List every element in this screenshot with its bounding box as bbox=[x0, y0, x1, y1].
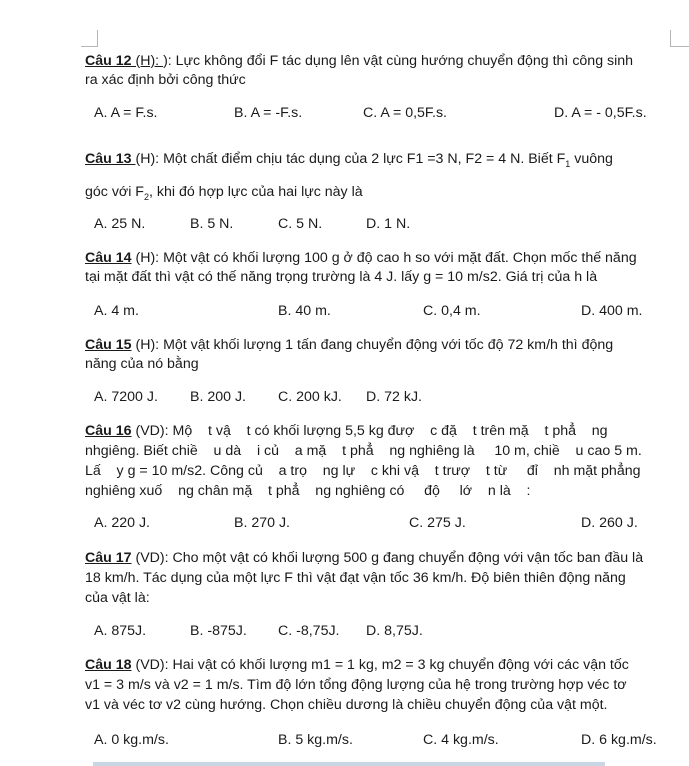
question-tag: (VD): bbox=[131, 423, 173, 439]
question-13-options bbox=[0, 213, 689, 235]
option-b: B. A = -F.s. bbox=[234, 105, 303, 121]
footer-divider bbox=[93, 762, 605, 766]
question-12-options bbox=[0, 102, 689, 124]
option-c: C. 5 N. bbox=[278, 216, 323, 232]
option-c: C. A = 0,5F.s. bbox=[363, 105, 447, 121]
question-16-line-2: nhgiêng. Biết chiề u dà i củ a mặ t phẳ ng nghiêng là 10 m, chiề u cao 5 m. bbox=[85, 443, 642, 459]
question-16-line-3: Lấ y g = 10 m/s2. Công củ a trọ ng lự c khi vậ t trượ t từ đỉ nh mặt phẳng bbox=[85, 463, 641, 479]
option-a: A. 0 kg.m/s. bbox=[94, 732, 169, 748]
question-tag: (H): bbox=[131, 53, 164, 69]
option-b: B. 270 J. bbox=[234, 515, 290, 531]
question-15-line-2: năng của nó bằng bbox=[85, 356, 199, 372]
question-17-line-1: Câu 17 (VD): Cho một vật có khối lượng 500 g đang chuyển động với vận tốc ban đầu là bbox=[85, 550, 644, 566]
option-d: D. 8,75J. bbox=[366, 623, 423, 639]
question-18-options bbox=[0, 729, 689, 751]
question-18-line-3: v1 và véc tơ v2 cùng hướng. Chọn chiều dương là chiều chuyển động của vật một. bbox=[85, 697, 608, 713]
option-c: C. 4 kg.m/s. bbox=[423, 732, 499, 748]
question-tag: (VD): bbox=[131, 657, 173, 673]
option-a: A. 7200 J. bbox=[94, 389, 158, 405]
option-a: A. 4 m. bbox=[94, 303, 139, 319]
option-a: A. A = F.s. bbox=[94, 105, 158, 121]
corner-mark-right-h bbox=[670, 46, 689, 47]
question-15-options bbox=[0, 386, 689, 408]
question-tag: (H): bbox=[131, 250, 164, 266]
option-d: D. 72 kJ. bbox=[366, 389, 422, 405]
option-d: D. 260 J. bbox=[581, 515, 638, 531]
question-13-line-1: Câu 13 (H): Một chất điểm chịu tác dụng của 2 lực F1 =3 N, F2 = 4 N. Biết $F_1$ vuông bbox=[85, 151, 613, 169]
option-d: D. 400 m. bbox=[581, 303, 643, 319]
option-c: C. 275 J. bbox=[409, 515, 466, 531]
option-b: B. 5 kg.m/s. bbox=[278, 732, 353, 748]
option-c: C. -8,75J. bbox=[278, 623, 340, 639]
corner-mark-left-v bbox=[97, 30, 98, 46]
option-b: B. 200 J. bbox=[190, 389, 246, 405]
question-tag: (H): bbox=[131, 337, 164, 353]
question-17-line-3: của vật là: bbox=[85, 590, 150, 606]
question-16-line-1: Câu 16 (VD): Mộ t vậ t có khối lượng 5,5 kg đượ c đặ t trên mặ t phẳ ng bbox=[85, 423, 608, 439]
question-17-options bbox=[0, 620, 689, 642]
option-a: A. 25 N. bbox=[94, 216, 146, 232]
question-number: Câu 17 bbox=[85, 550, 132, 566]
question-number: Câu 12 bbox=[85, 53, 132, 69]
question-18-line-2: v1 = 3 m/s và v2 = 1 m/s. Tìm độ lớn tổng động lượng của hệ trong trường hợp véc tơ bbox=[85, 677, 627, 693]
option-b: B. -875J. bbox=[190, 623, 247, 639]
question-13-line-2: góc với $F_2$, khi đó hợp lực của hai lực này là bbox=[85, 184, 363, 202]
question-number: Câu 15 bbox=[85, 337, 132, 353]
corner-mark-right-v bbox=[670, 30, 671, 46]
question-14-line-2: tại mặt đất thì vật có thế năng trọng trường là 4 J. lấy g = 10 m/s2. Giá trị của h là bbox=[85, 269, 598, 285]
question-17-line-2: 18 km/h. Tác dụng của một lực F thì vật đạt vận tốc 36 km/h. Độ biên thiên động năng bbox=[85, 570, 626, 586]
question-16-line-4: nghiêng xuố ng chân mặ t phẳ ng nghiêng có độ lớ n là : bbox=[85, 483, 531, 499]
option-b: B. 40 m. bbox=[278, 303, 331, 319]
question-16-options bbox=[0, 512, 689, 534]
question-18-line-1: Câu 18 (VD): Hai vật có khối lượng m1 = 1 kg, m2 = 3 kg chuyển động với các vận tốc bbox=[85, 657, 629, 673]
option-c: C. 200 kJ. bbox=[278, 389, 342, 405]
option-a: A. 875J. bbox=[94, 623, 147, 639]
question-number: Câu 18 bbox=[85, 657, 132, 673]
option-a: A. 220 J. bbox=[94, 515, 150, 531]
corner-mark-left-h bbox=[81, 46, 98, 47]
question-tag: (VD): bbox=[131, 550, 173, 566]
question-14-options bbox=[0, 300, 689, 322]
question-number: Câu 16 bbox=[85, 423, 132, 439]
option-d: D. 1 N. bbox=[366, 216, 411, 232]
question-number: Câu 13 bbox=[85, 151, 136, 167]
option-d: D. A = - 0,5F.s. bbox=[554, 105, 647, 121]
question-12-line-1: Câu 12 (H): ): Lực không đổi F tác dụng lên vật cùng hướng chuyển động thì công sinh bbox=[85, 53, 634, 69]
option-b: B. 5 N. bbox=[190, 216, 234, 232]
question-number: Câu 14 bbox=[85, 250, 132, 266]
question-15-line-1: Câu 15 (H): Một vật khối lượng 1 tấn đang chuyển động với tốc độ 72 km/h thì động bbox=[85, 337, 614, 353]
question-tag: (H): bbox=[135, 151, 164, 167]
question-12-line-2: ra xác định bởi công thức bbox=[85, 72, 246, 88]
option-c: C. 0,4 m. bbox=[423, 303, 481, 319]
question-14-line-1: Câu 14 (H): Một vật có khối lượng 100 g ở độ cao h so với mặt đất. Chọn mốc thế năng bbox=[85, 250, 637, 266]
option-d: D. 6 kg.m/s. bbox=[581, 732, 657, 748]
